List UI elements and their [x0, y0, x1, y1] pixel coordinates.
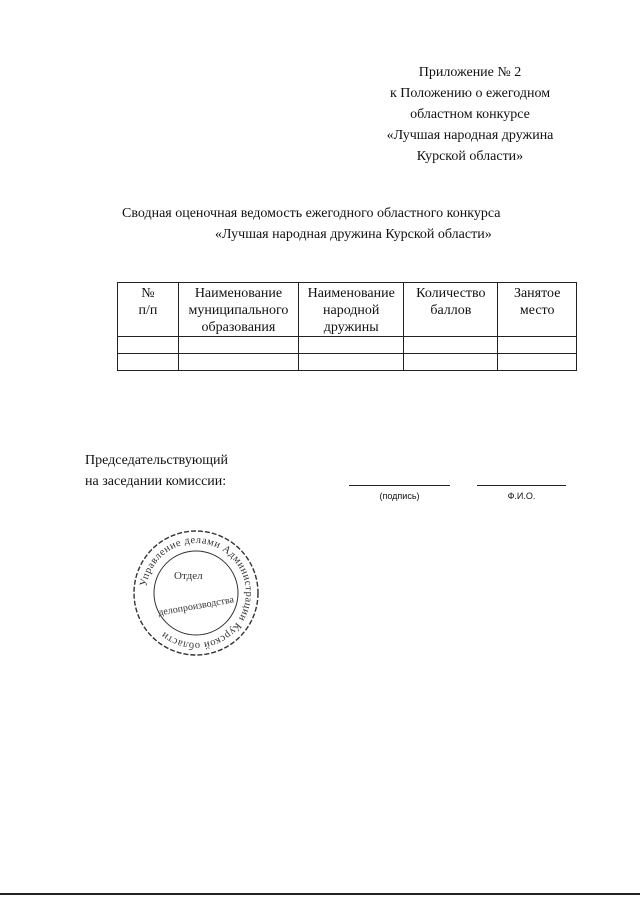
header-text: №	[141, 286, 155, 301]
name-line	[477, 485, 566, 486]
stamp-center-line: Отдел	[174, 570, 203, 582]
header-text: место	[519, 303, 555, 318]
stamp-center-line: делопроизводства	[157, 594, 235, 619]
appendix-line: к Положению о ежегодном	[389, 86, 551, 101]
table-row	[118, 354, 577, 371]
header-cell-squad-name	[299, 283, 404, 337]
appendix-line: Курской области»	[416, 149, 524, 164]
header-text: Занятое	[513, 286, 561, 301]
appendix-line: Приложение № 2	[418, 65, 522, 80]
table-cell	[118, 337, 179, 354]
appendix-line: областном конкурсе	[410, 107, 530, 122]
official-stamp-icon	[130, 527, 262, 659]
header-cell-municipality	[178, 283, 298, 337]
table-cell	[404, 337, 498, 354]
title-line-2: «Лучшая народная дружина Курской области»	[215, 227, 492, 242]
table-row	[118, 337, 577, 354]
name-caption: Ф.И.О.	[507, 491, 536, 501]
page-bottom-rule	[0, 893, 640, 895]
table-cell	[498, 337, 577, 354]
header-text: образования	[201, 320, 276, 335]
chair-line-1: Председательствующий	[85, 453, 229, 468]
header-text: баллов	[430, 303, 472, 318]
header-text: п/п	[138, 303, 158, 318]
table-cell	[178, 354, 298, 371]
appendix-line: «Лучшая народная дружина	[386, 128, 554, 143]
signature-line	[349, 485, 450, 486]
header-text: Количество	[416, 286, 486, 301]
header-text: народной	[323, 303, 380, 318]
header-text: муниципального	[188, 303, 289, 318]
header-text: Наименование	[307, 286, 395, 301]
stamp-ring-text: Управление делами Администрации Курской области	[138, 534, 255, 652]
header-text: дружины	[323, 320, 379, 335]
header-text: Наименование	[194, 286, 283, 301]
table-cell	[299, 337, 404, 354]
table-cell	[178, 337, 298, 354]
header-cell-points	[404, 283, 498, 337]
table-cell	[404, 354, 498, 371]
table-header-row	[118, 283, 577, 337]
chairperson-label	[85, 450, 228, 492]
chair-line-2: на заседании комиссии:	[85, 474, 227, 489]
summary-table	[117, 282, 577, 371]
appendix-header	[360, 62, 580, 167]
table-cell	[299, 354, 404, 371]
svg-text:Управление делами Администраци	[138, 535, 254, 651]
title-line-1: Сводная оценочная ведомость ежегодного областного конкурса	[122, 206, 501, 221]
signature-caption: (подпись)	[379, 491, 420, 501]
header-cell-number	[118, 283, 179, 337]
table-cell	[118, 354, 179, 371]
header-cell-place	[498, 283, 577, 337]
table-cell	[498, 354, 577, 371]
